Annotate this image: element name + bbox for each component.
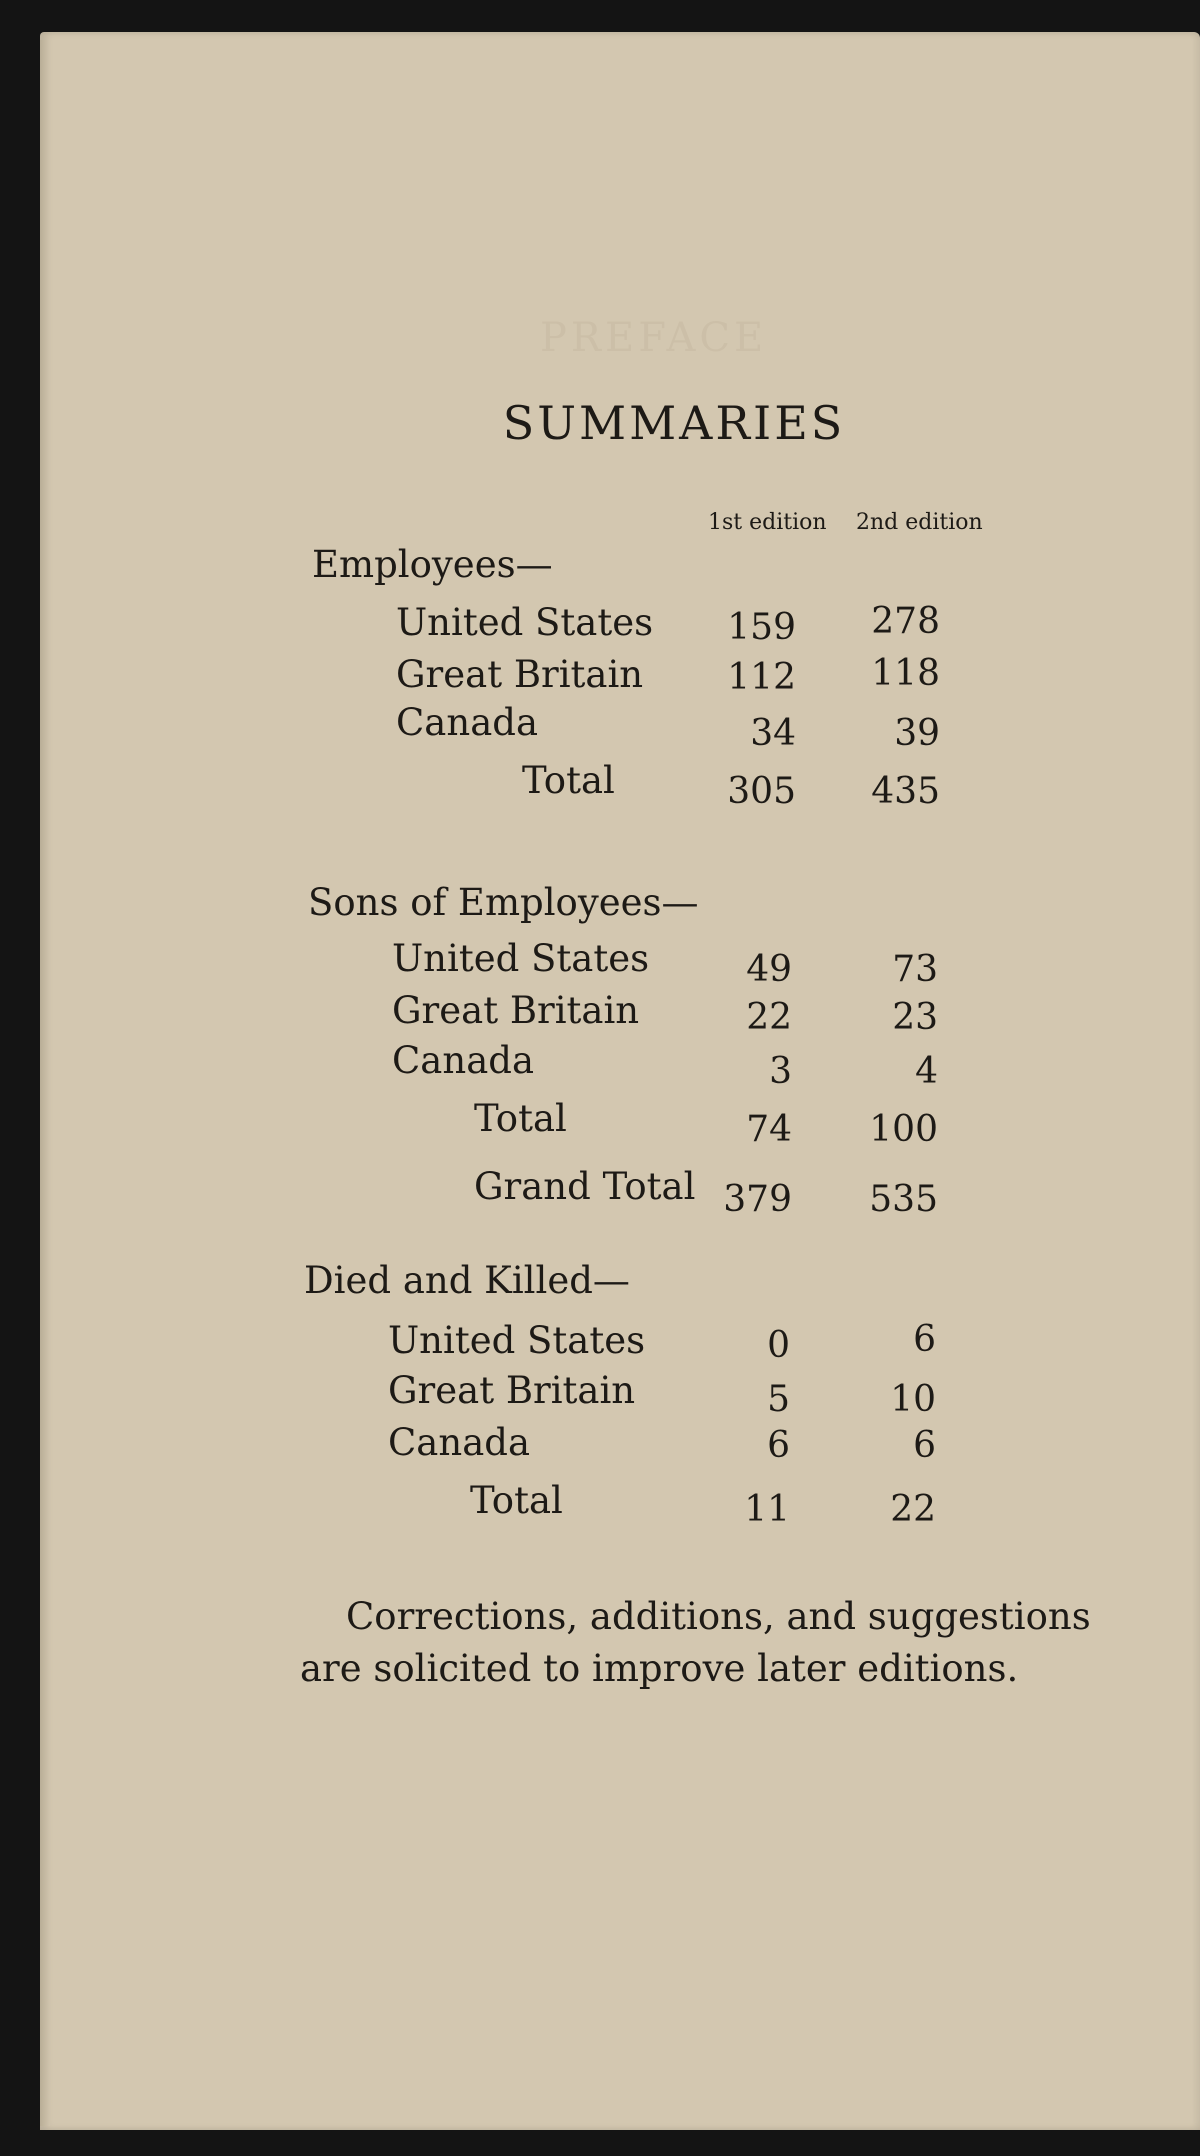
row-label: Great Britain	[392, 989, 640, 1032]
total-label: Total	[470, 1479, 563, 1522]
value-2nd-edition: 278	[871, 601, 940, 642]
value-2nd-edition: 4	[915, 1051, 938, 1092]
total-2nd-edition: 100	[869, 1109, 938, 1150]
row-label: United States	[396, 601, 654, 644]
value-1st-edition: 6	[767, 1425, 790, 1466]
page-edge	[40, 40, 50, 2126]
value-2nd-edition: 10	[890, 1379, 936, 1420]
row-label: Canada	[396, 701, 539, 744]
value-1st-edition: 0	[767, 1325, 790, 1366]
total-2nd-edition: 435	[871, 771, 940, 812]
value-1st-edition: 22	[746, 997, 792, 1038]
total-label: Total	[474, 1097, 567, 1140]
value-2nd-edition: 6	[913, 1425, 936, 1466]
column-header-2nd-edition: 2nd edition	[856, 510, 983, 535]
note-line-2: are solicited to improve later editions.	[300, 1647, 1019, 1690]
total-1st-edition: 11	[744, 1489, 790, 1530]
value-1st-edition: 159	[727, 607, 796, 648]
total-1st-edition: 74	[746, 1109, 792, 1150]
value-1st-edition: 34	[750, 713, 796, 754]
row-label: United States	[388, 1319, 646, 1362]
row-label: United States	[392, 937, 650, 980]
value-2nd-edition: 39	[894, 713, 940, 754]
total-label: Total	[522, 759, 615, 802]
value-2nd-edition: 73	[892, 949, 938, 990]
value-2nd-edition: 23	[892, 997, 938, 1038]
column-header-1st-edition: 1st edition	[708, 510, 827, 535]
value-1st-edition: 112	[727, 657, 796, 698]
grand-total-2nd-edition: 535	[869, 1179, 938, 1220]
bleed-through-text: PREFACE	[540, 315, 768, 361]
value-2nd-edition: 118	[871, 653, 940, 694]
section-heading-sons-of-employees: Sons of Employees—	[308, 881, 699, 924]
value-1st-edition: 5	[767, 1379, 790, 1420]
value-1st-edition: 3	[769, 1051, 792, 1092]
row-label: Great Britain	[396, 653, 644, 696]
grand-total-label: Grand Total	[474, 1165, 696, 1208]
section-heading-died-and-killed: Died and Killed—	[304, 1259, 630, 1302]
grand-total-1st-edition: 379	[723, 1179, 792, 1220]
row-label: Canada	[388, 1421, 531, 1464]
value-2nd-edition: 6	[913, 1319, 936, 1360]
row-label: Canada	[392, 1039, 535, 1082]
row-label: Great Britain	[388, 1369, 636, 1412]
value-1st-edition: 49	[746, 949, 792, 990]
section-heading-employees: Employees—	[312, 543, 553, 586]
note-line-1: Corrections, additions, and suggestions	[346, 1595, 1091, 1638]
total-2nd-edition: 22	[890, 1489, 936, 1530]
total-1st-edition: 305	[727, 771, 796, 812]
page-title: SUMMARIES	[502, 396, 846, 450]
